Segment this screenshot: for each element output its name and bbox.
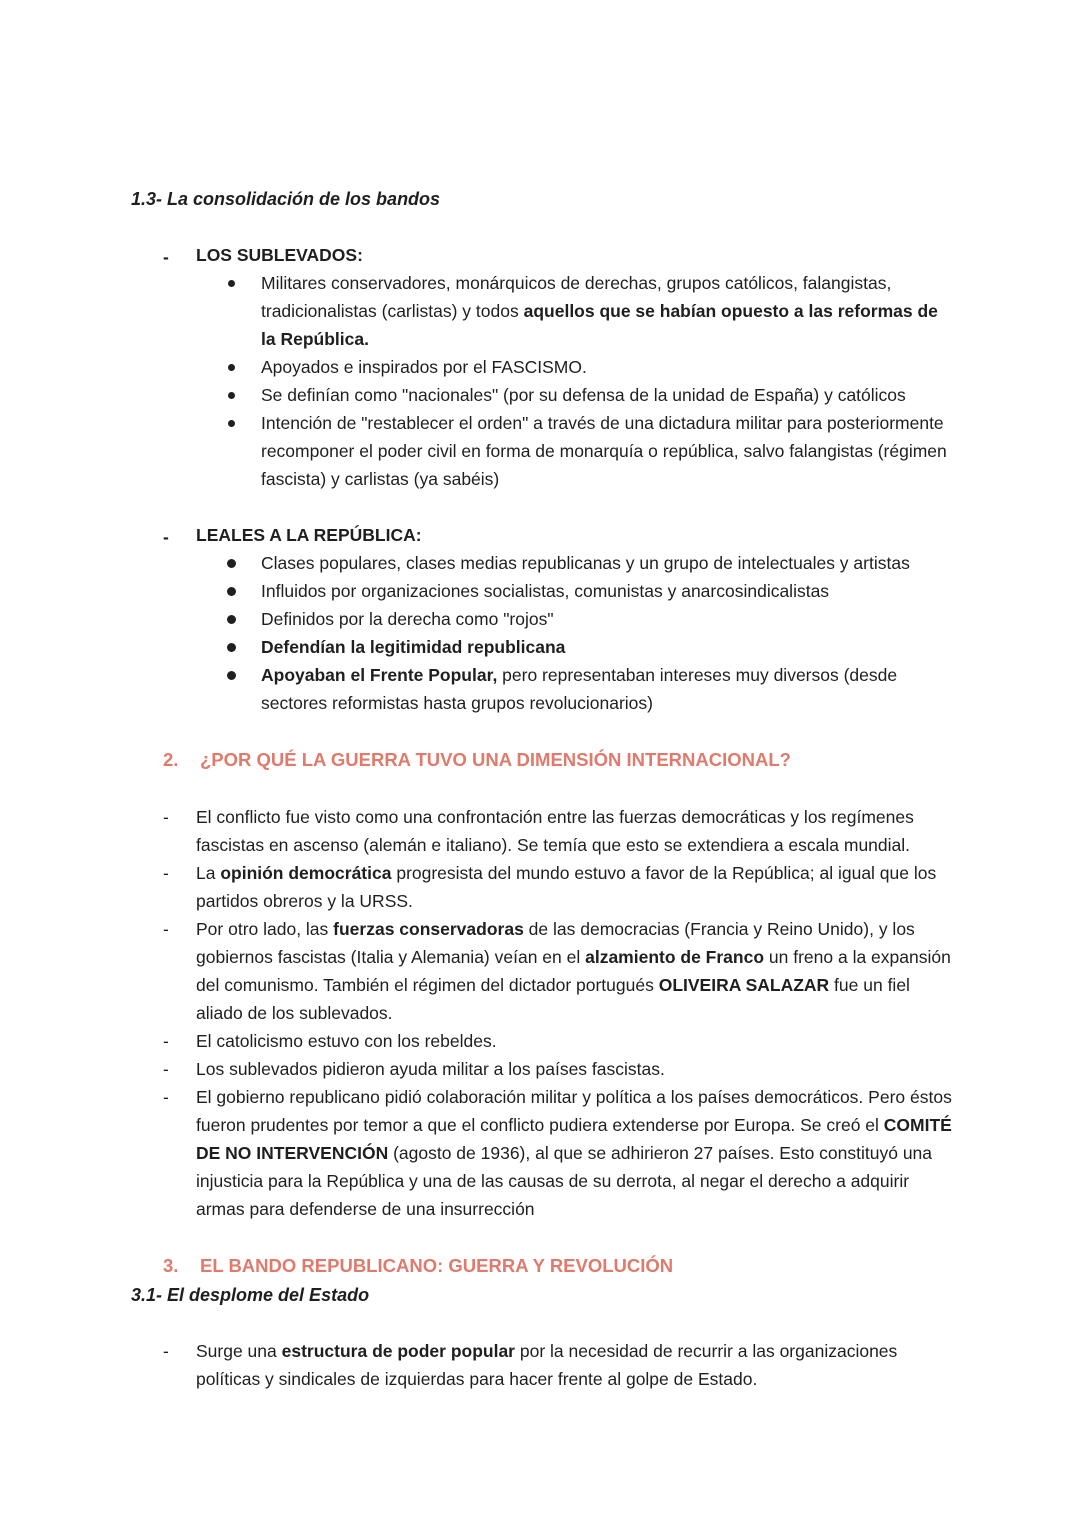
subsection-title-1-3: 1.3- La consolidación de los bandos (131, 189, 441, 209)
bullet-icon (228, 364, 235, 371)
bullet-icon (227, 671, 236, 680)
list-item (163, 915, 953, 1027)
dash-marker: - (163, 1059, 169, 1079)
item-text-post: pero representaban intereses muy diversos (desde sectores reformistas hasta grupos revolucionarios) (261, 665, 898, 713)
bullet-icon (227, 587, 236, 596)
section-heading-3 (163, 1252, 673, 1280)
item-text: Por otro lado, las fuerzas conservadoras de las democracias (Francia y Reino Unido), y los gobiernos fascistas (Italia y Alemania) veían en el alzamiento de Franco un freno a la expansión del comunismo. También el régimen del dictador portugués OLIVEIRA SALAZAR fue un fiel aliado de los sublevados. (196, 919, 951, 1023)
item-text-bold: aquellos que se habían opuesto a las reformas de la República. (261, 301, 938, 349)
list-section-3 (163, 1337, 953, 1393)
list-item (163, 1055, 953, 1083)
item-text: Surge una estructura de poder popular por la necesidad de recurrir a las organizaciones políticas y sindicales de izquierdas para hacer frente al golpe de Estado. (196, 1341, 898, 1389)
item-text-pre: Clases populares, clases medias republicanas y un grupo de intelectuales y artistas (261, 553, 910, 573)
subsection-title-3-1: 3.1- El desplome del Estado (131, 1285, 370, 1305)
item-text-pre: Intención de "restablecer el orden" a través de una dictadura militar para posteriormente recomponer el poder civil en forma de monarquía o república, salvo falangistas (régimen fascista) y carlistas (ya sabéis) (261, 413, 947, 489)
list-item (228, 661, 948, 717)
bullet-icon (227, 559, 236, 568)
dash-marker: - (163, 1087, 169, 1107)
section-title: EL BANDO REPUBLICANO: GUERRA Y REVOLUCIÓN (200, 1255, 674, 1276)
list-item (228, 549, 948, 577)
dash-marker (163, 243, 177, 271)
section-number: 3. (163, 1255, 179, 1276)
group-title-sublevados: LOS SUBLEVADOS: (196, 245, 363, 265)
section-heading-2 (163, 746, 791, 774)
list-item (228, 605, 948, 633)
list-item (163, 1337, 953, 1393)
group-title-leales: LEALES A LA REPÚBLICA: (196, 525, 422, 545)
dash-marker: - (163, 863, 169, 883)
item-text: Los sublevados pidieron ayuda militar a los países fascistas. (196, 1059, 665, 1079)
bullet-icon (228, 280, 235, 287)
dash-marker (163, 523, 177, 551)
item-text: El catolicismo estuvo con los rebeldes. (196, 1031, 497, 1051)
dash-marker: - (163, 807, 169, 827)
list-item (163, 1083, 953, 1223)
dash-marker: - (163, 1031, 169, 1051)
item-text: La opinión democrática progresista del mundo estuvo a favor de la República; al igual que los partidos obreros y la URSS. (196, 863, 937, 911)
list-item (228, 409, 948, 493)
item-text-bold: Apoyaban el Frente Popular, (261, 665, 498, 685)
list-item (228, 577, 948, 605)
item-text-pre: Definidos por la derecha como "rojos" (261, 609, 554, 629)
item-text-pre: Influidos por organizaciones socialistas, comunistas y anarcosindicalistas (261, 581, 830, 601)
item-text-pre: Militares conservadores, monárquicos de derechas, grupos católicos, falangistas, tradicionalistas (carlistas) y todos (261, 273, 892, 321)
bullet-icon (227, 643, 236, 652)
list-item (163, 859, 953, 915)
list-section-2 (163, 803, 953, 1223)
item-text: El gobierno republicano pidió colaboración militar y política a los países democráticos. Pero éstos fueron prudentes por temor a que el conflicto pudiera extenderse por Europa. Se creó el COMITÉ DE NO INTERVENCIÓN (agosto de 1936), al que se adhirieron 27 países. Esto constituyó una injusticia para la República y una de las causas de su derrota, al negar el derecho a adquirir armas para defenderse de una insurrección (196, 1087, 952, 1219)
bullet-icon (228, 392, 235, 399)
section-number: 2. (163, 749, 179, 770)
item-text-pre: Apoyados e inspirados por el FASCISMO. (261, 357, 587, 377)
item-text-pre: Se definían como "nacionales" (por su defensa de la unidad de España) y católicos (261, 385, 906, 405)
dash-marker: - (163, 1341, 169, 1361)
bullet-icon (227, 615, 236, 624)
list-item (228, 269, 948, 353)
list-leales (228, 549, 948, 717)
list-item (228, 353, 948, 381)
list-item (228, 381, 948, 409)
list-item (228, 633, 948, 661)
list-item (163, 803, 953, 859)
list-sublevados (228, 269, 948, 493)
item-text-bold: Defendían la legitimidad republicana (261, 637, 566, 657)
dash-marker: - (163, 919, 169, 939)
section-title: ¿POR QUÉ LA GUERRA TUVO UNA DIMENSIÓN INTERNACIONAL? (200, 749, 791, 770)
item-text: El conflicto fue visto como una confrontación entre las fuerzas democráticas y los regímenes fascistas en ascenso (alemán e italiano). Se temía que esto se extendiera a escala mundial. (196, 807, 914, 855)
list-item (163, 1027, 953, 1055)
bullet-icon (228, 420, 235, 427)
